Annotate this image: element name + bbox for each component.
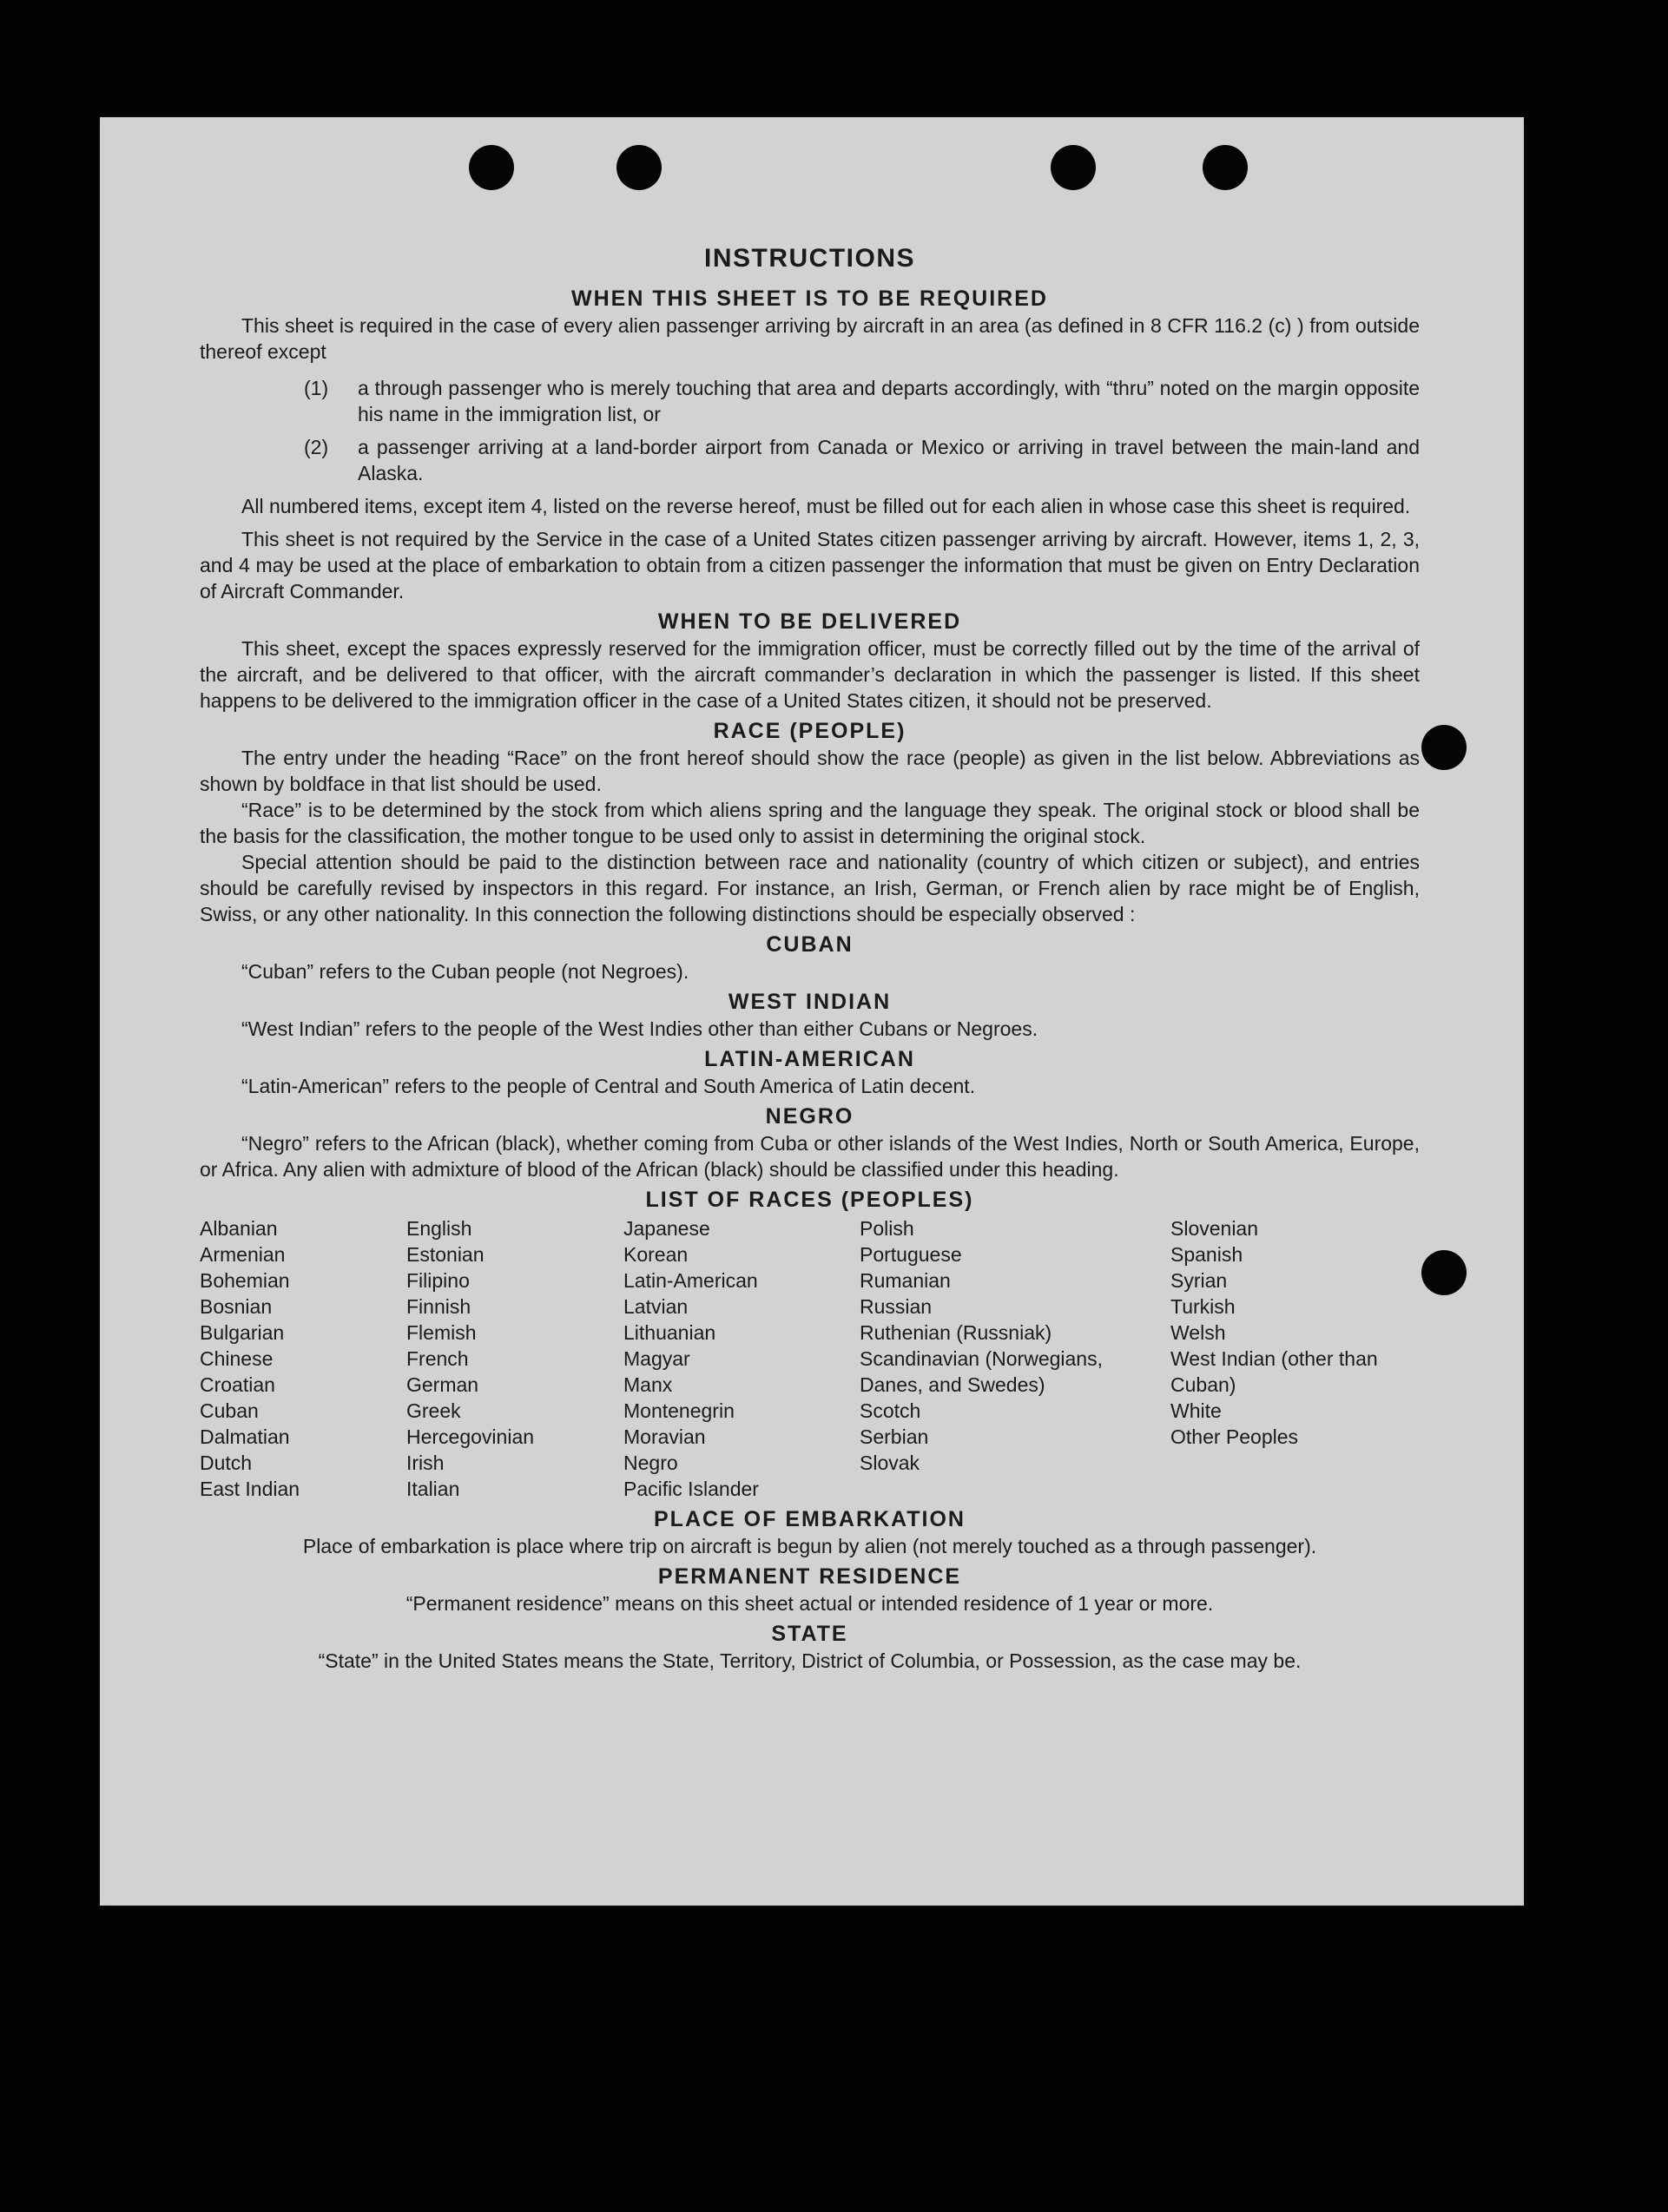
exception-number: (1) <box>304 377 329 399</box>
heading-race: RACE (PEOPLE) <box>713 719 907 743</box>
race-entry: Scotch <box>860 1399 921 1422</box>
exception-text: a through passenger who is merely touching that area and departs accordingly, with “thru” noted on the margin opposite his name in the immigration list, or <box>358 377 1420 425</box>
race-entry: West Indian (other than Cuban) <box>1170 1347 1378 1396</box>
race-entry: Bulgarian <box>200 1321 285 1344</box>
page-title: INSTRUCTIONS <box>704 244 915 273</box>
race-entry: Italian <box>406 1478 460 1500</box>
races-column <box>1170 1215 1420 1502</box>
race-entry: Latvian <box>623 1295 689 1318</box>
paragraph-required-intro: This sheet is required in the case of every alien passenger arriving by aircraft in an area (as defined in 8 CFR 116.2 (c) ) from outside thereof except <box>200 314 1420 363</box>
race-entry: Dalmatian <box>200 1425 290 1448</box>
race-entry: Moravian <box>623 1425 706 1448</box>
exception-item <box>200 375 1420 427</box>
race-entry: Korean <box>623 1243 689 1266</box>
heading-state: STATE <box>771 1622 848 1646</box>
race-entry: White <box>1170 1399 1222 1422</box>
punch-hole <box>1051 145 1096 190</box>
exception-text: a passenger arriving at a land-border airport from Canada or Mexico or arriving in travel between the main-land and Alaska. <box>358 436 1420 484</box>
paragraph-numbered-items: All numbered items, except item 4, listed on the reverse hereof, must be filled out for each alien in whose case this sheet is required. <box>241 495 1411 517</box>
race-entry: Flemish <box>406 1321 477 1344</box>
paragraph-west-indian: “West Indian” refers to the people of the West Indies other than either Cubans or Negroes. <box>241 1017 1038 1040</box>
paragraph-race-2: “Race” is to be determined by the stock from which aliens spring and the language they speak. The original stock or blood shall be the basis for the classification, the mother tongue to be used only to assist in determining the original stock. <box>200 799 1420 847</box>
heading-cuban: CUBAN <box>766 932 854 957</box>
race-entry: Slovenian <box>1170 1217 1259 1240</box>
race-entry: Pacific Islander <box>623 1478 759 1500</box>
paragraph-embarkation: Place of embarkation is place where trip on aircraft is begun by alien (not merely touched as a through passenger). <box>302 1535 1317 1557</box>
instructions-content <box>200 234 1420 1674</box>
race-entry: Welsh <box>1170 1321 1226 1344</box>
race-entry: Syrian <box>1170 1269 1228 1292</box>
race-entry: Estonian <box>406 1243 485 1266</box>
race-entry: English <box>406 1217 472 1240</box>
race-entry: Spanish <box>1170 1243 1243 1266</box>
races-list <box>200 1215 1420 1502</box>
race-entry: Russian <box>860 1295 933 1318</box>
paragraph-race-3: Special attention should be paid to the distinction between race and nationality (country of which citizen or subject), and entries should be carefully revised by inspectors in this regard. For instance, an Irish, German, or French alien by race might be of English, Swiss, or any other nationality. In this connection the following distinctions should be especially observed : <box>200 851 1420 925</box>
race-entry: Bohemian <box>200 1269 290 1292</box>
race-entry: Polish <box>860 1217 914 1240</box>
paragraph-negro: “Negro” refers to the African (black), whether coming from Cuba or other islands of the West Indies, North or South America, Europe, or Africa. Any alien with admixture of blood of the African (black) should be classified under this heading. <box>200 1132 1420 1181</box>
punch-hole <box>1421 725 1467 770</box>
race-entry: French <box>406 1347 469 1370</box>
heading-west-indian: WEST INDIAN <box>728 990 892 1014</box>
race-entry: German <box>406 1373 479 1396</box>
race-entry: Portuguese <box>860 1243 962 1266</box>
race-entry: Croatian <box>200 1373 275 1396</box>
punch-hole <box>1203 145 1248 190</box>
heading-negro: NEGRO <box>765 1104 854 1129</box>
race-entry: Negro <box>623 1452 678 1474</box>
paragraph-permanent-residence: “Permanent residence” means on this sheet actual or intended residence of 1 year or more. <box>405 1592 1214 1615</box>
race-entry: Cuban <box>200 1399 259 1422</box>
race-entry: Greek <box>406 1399 461 1422</box>
heading-when-required: WHEN THIS SHEET IS TO BE REQUIRED <box>571 286 1048 311</box>
punch-hole <box>616 145 662 190</box>
race-entry: Irish <box>406 1452 445 1474</box>
race-entry: Slovak <box>860 1452 920 1474</box>
races-column <box>860 1215 1170 1502</box>
race-entry: Albanian <box>200 1217 278 1240</box>
heading-latin-american: LATIN-AMERICAN <box>704 1047 915 1071</box>
race-entry: Dutch <box>200 1452 253 1474</box>
race-entry: Armenian <box>200 1243 286 1266</box>
race-entry: Other Peoples <box>1170 1425 1299 1448</box>
exception-item <box>200 434 1420 486</box>
race-entry: Montenegrin <box>623 1399 735 1422</box>
race-entry: Hercegovinian <box>406 1425 535 1448</box>
race-entry: Serbian <box>860 1425 929 1448</box>
races-column <box>623 1215 860 1502</box>
paragraph-delivered: This sheet, except the spaces expressly reserved for the immigration officer, must be correctly filled out by the time of the arrival of the aircraft, and be delivered to that officer, with the aircraft commander’s declaration in which the passenger is listed. If this sheet happens to be delivered to the immigration officer in the case of a United States citizen, it should not be preserved. <box>200 637 1420 712</box>
heading-list-of-races: LIST OF RACES (PEOPLES) <box>645 1188 974 1212</box>
race-entry: Manx <box>623 1373 673 1396</box>
punch-hole <box>1421 1250 1467 1295</box>
race-entry: Bosnian <box>200 1295 273 1318</box>
race-entry: East Indian <box>200 1478 300 1500</box>
heading-embarkation: PLACE OF EMBARKATION <box>654 1507 966 1531</box>
race-entry: Japanese <box>623 1217 710 1240</box>
races-column <box>200 1215 406 1502</box>
paragraph-state: “State” in the United States means the State, Territory, District of Columbia, or Possession, as the case may be. <box>318 1649 1302 1672</box>
exception-number: (2) <box>304 436 329 458</box>
race-entry: Chinese <box>200 1347 274 1370</box>
heading-permanent-residence: PERMANENT RESIDENCE <box>657 1564 962 1589</box>
race-entry: Ruthenian (Russniak) <box>860 1321 1052 1344</box>
race-entry: Rumanian <box>860 1269 951 1292</box>
race-entry: Finnish <box>406 1295 471 1318</box>
race-entry: Lithuanian <box>623 1321 716 1344</box>
paragraph-citizen: This sheet is not required by the Service in the case of a United States citizen passenger arriving by aircraft. However, items 1, 2, 3, and 4 may be used at the place of embarkation to obtain from a citizen passenger the information that must be given on Entry Declaration of Aircraft Commander. <box>200 528 1420 602</box>
race-entry: Latin-American <box>623 1269 758 1292</box>
race-entry: Scandinavian (Norwegians, Danes, and Swedes) <box>860 1347 1103 1396</box>
paragraph-latin-american: “Latin-American” refers to the people of Central and South America of Latin decent. <box>241 1075 976 1097</box>
heading-when-delivered: WHEN TO BE DELIVERED <box>657 609 962 634</box>
punch-hole <box>469 145 514 190</box>
races-column <box>406 1215 623 1502</box>
paragraph-cuban: “Cuban” refers to the Cuban people (not Negroes). <box>241 960 689 983</box>
race-entry: Magyar <box>623 1347 690 1370</box>
race-entry: Filipino <box>406 1269 470 1292</box>
race-entry: Turkish <box>1170 1295 1236 1318</box>
paragraph-race-1: The entry under the heading “Race” on the front hereof should show the race (people) as given in the list below. Abbreviations as shown by boldface in that list should be used. <box>200 747 1420 795</box>
